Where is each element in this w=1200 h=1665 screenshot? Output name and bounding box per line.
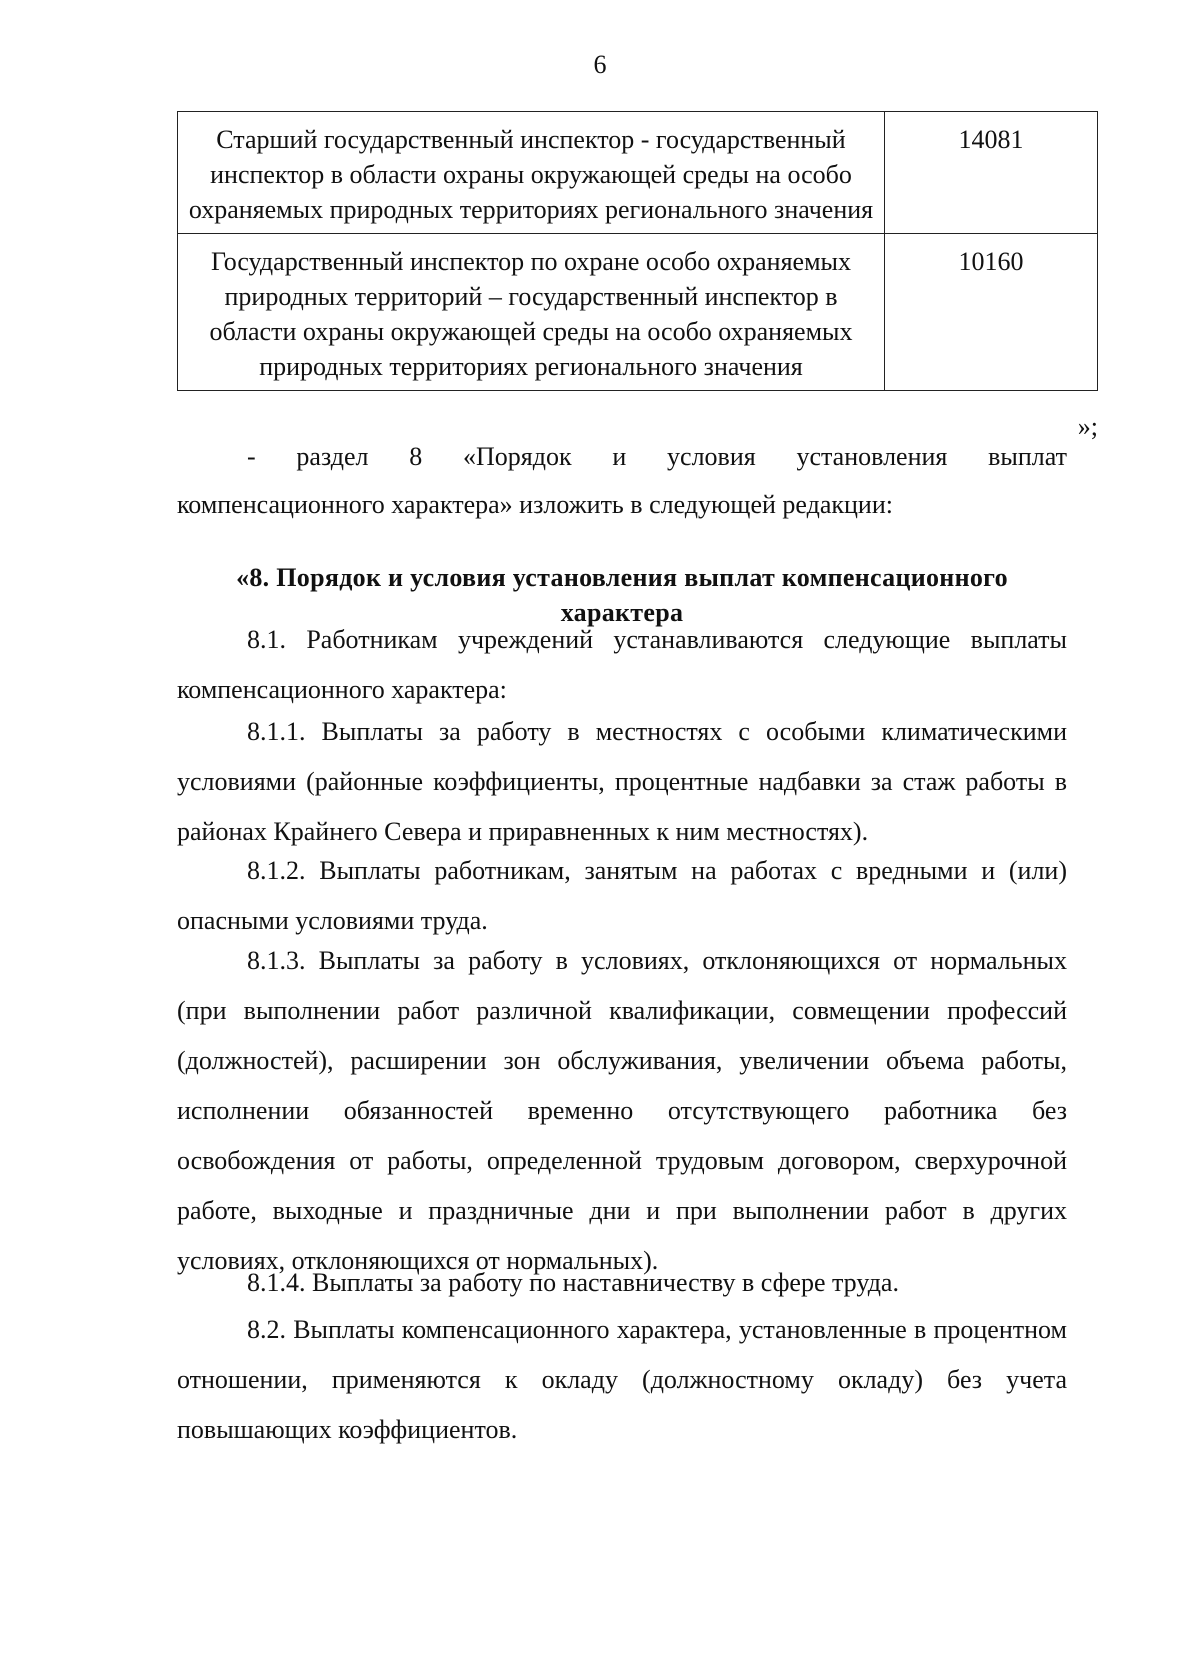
table-row (178, 234, 1098, 391)
paragraph-8-1-1: 8.1.1. Выплаты за работу в местностях с особыми климатическими условиями (районные коэффициенты, процентные надбавки за стаж работы в районах Крайнего Севера и приравненных к ним местностях). (177, 717, 1067, 846)
amount-cell: 10160 (885, 234, 1098, 391)
salary-table (177, 111, 1098, 391)
paragraph-8-2: 8.2. Выплаты компенсационного характера, установленные в процентном отношении, применяются к окладу (должностному окладу) без учета повышающих коэффициентов. (177, 1315, 1067, 1444)
paragraph-8-1: 8.1. Работникам учреждений устанавливаются следующие выплаты компенсационного характера: (177, 625, 1067, 704)
section-heading-line-2: характера (560, 598, 684, 627)
intro-line-2: компенсационного характера» изложить в следующей редакции: (177, 490, 893, 519)
paragraph-8-1-2: 8.1.2. Выплаты работникам, занятым на работах с вредными и (или) опасными условиями труда. (177, 856, 1067, 935)
table-row (178, 112, 1098, 234)
page-number: 6 (593, 50, 607, 79)
position-cell: Государственный инспектор по охране особо охраняемых природных территорий – государственный инспектор в области охраны окружающей среды на особо охраняемых природных территориях регионального значения (178, 234, 885, 391)
intro-line-1: - раздел 8 «Порядок и условия установления выплат (247, 442, 1067, 471)
section-heading-line-1: «8. Порядок и условия установления выплат компенсационного (236, 563, 1008, 592)
closing-quote: »; (1077, 412, 1098, 441)
paragraph-8-1-4: 8.1.4. Выплаты за работу по наставничеству в сфере труда. (247, 1268, 899, 1297)
amount-cell: 14081 (885, 112, 1098, 234)
paragraph-8-1-3: 8.1.3. Выплаты за работу в условиях, отклоняющихся от нормальных (при выполнении работ различной квалификации, совмещении профессий (должностей), расширении зон обслуживания, увеличении объема работы, исполнении обязанностей временно отсутствующего работника без освобождения от работы, определенной трудовым договором, сверхурочной работе, выходные и праздничные дни и при выполнении работ в других условиях, отклоняющихся от нормальных). (177, 946, 1067, 1275)
position-cell: Старший государственный инспектор - государственный инспектор в области охраны окружающей среды на особо охраняемых природных территориях регионального значения (178, 112, 885, 234)
